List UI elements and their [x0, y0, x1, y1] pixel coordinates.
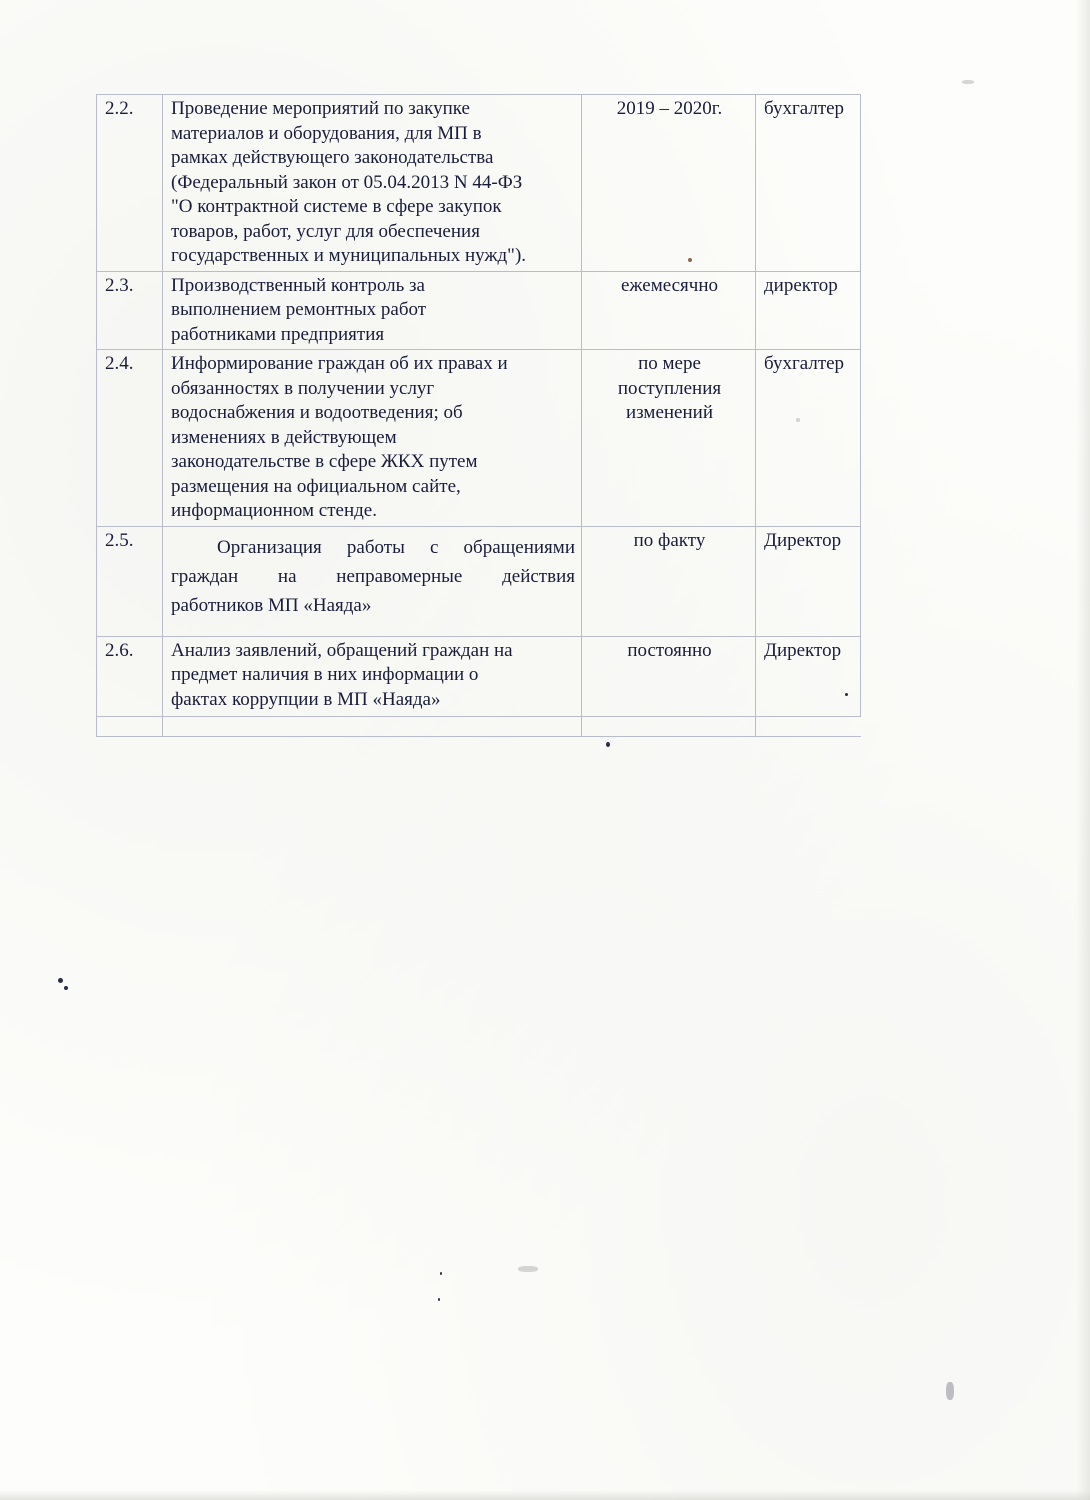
scan-smudge: [946, 1382, 954, 1400]
measure-deadline: ежемесячно: [582, 271, 756, 350]
table-row: [97, 95, 861, 272]
measures-table: [96, 94, 861, 737]
empty-cell: [163, 716, 582, 736]
scan-speck: [58, 978, 63, 983]
empty-cell: [97, 716, 163, 736]
measure-responsible: директор: [756, 271, 861, 350]
scan-speck: [606, 742, 610, 747]
scan-speck: [688, 258, 692, 262]
empty-cell: [582, 716, 756, 736]
scan-smudge: [962, 80, 974, 84]
table-row: [97, 526, 861, 636]
measure-description: Информирование граждан об их правах и обязанностях в получении услуг водоснабжения и водоотведения; об изменениях в действующем законодательстве в сфере ЖКХ путем размещения на официальном сайте, информационном стенде.: [163, 350, 582, 527]
measure-deadline: по мере поступления изменений: [582, 350, 756, 527]
measure-responsible: бухгалтер: [756, 350, 861, 527]
table-row: [97, 350, 861, 527]
measure-description: Производственный контроль за выполнением ремонтных работ работниками предприятия: [163, 271, 582, 350]
row-number: 2.2.: [97, 95, 163, 272]
measure-description: Анализ заявлений, обращений граждан на предмет наличия в них информации о фактах коррупции в МП «Наяда»: [163, 636, 582, 716]
table-row: [97, 271, 861, 350]
measure-description: Проведение мероприятий по закупке материалов и оборудования, для МП в рамках действующего законодательства (Федеральный закон от 05.04.2013 N 44-ФЗ "О контрактной системе в сфере закупок товаров, работ, услуг для обеспечения государственных и муниципальных нужд").: [163, 95, 582, 272]
empty-cell: [756, 716, 861, 736]
page-edge-shadow: [0, 1490, 1090, 1500]
row-number: 2.6.: [97, 636, 163, 716]
measure-responsible: Директор: [756, 636, 861, 716]
measure-responsible: бухгалтер: [756, 95, 861, 272]
scan-speck: [438, 1298, 440, 1301]
row-number: 2.5.: [97, 526, 163, 636]
measure-deadline: постоянно: [582, 636, 756, 716]
measure-description: Организация работы с обращениями граждан на неправомерные действия работников МП «Наяда»: [163, 526, 582, 636]
row-number: 2.3.: [97, 271, 163, 350]
row-number: 2.4.: [97, 350, 163, 527]
scan-speck: [64, 986, 68, 990]
measure-responsible: Директор: [756, 526, 861, 636]
measure-deadline: 2019 – 2020г.: [582, 95, 756, 272]
scan-speck: [440, 1272, 442, 1275]
measure-deadline: по факту: [582, 526, 756, 636]
scan-smudge: [518, 1266, 538, 1272]
table-row-empty: [97, 716, 861, 736]
page-edge-shadow: [1076, 0, 1090, 1500]
scan-smudge: [796, 418, 800, 422]
table-row: [97, 636, 861, 716]
scan-speck: [845, 693, 848, 696]
